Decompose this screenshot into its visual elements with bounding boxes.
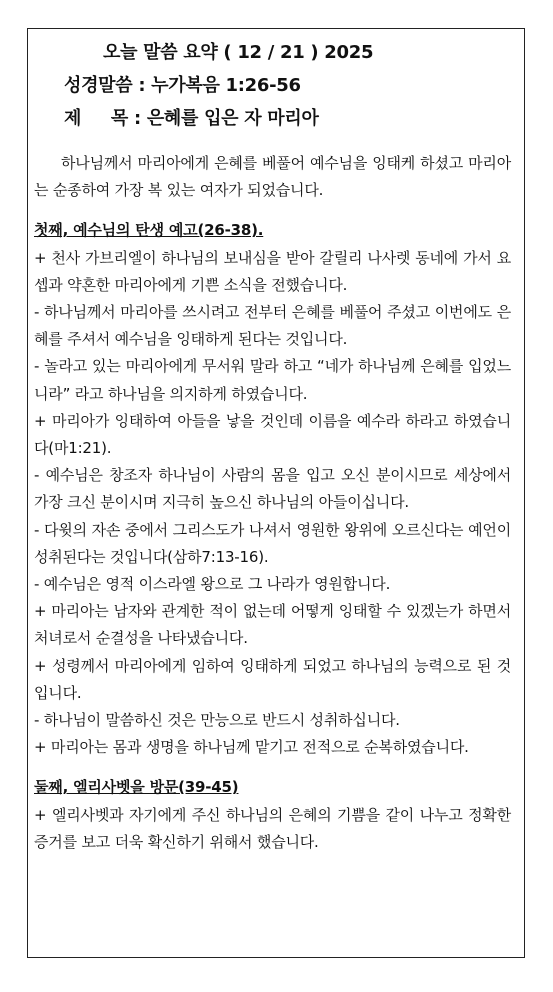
list-item: + 마리아는 몸과 생명을 하나님께 맡기고 전적으로 순복하였습니다. xyxy=(34,738,469,757)
scripture-reference: 성경말씀 : 누가복음 1:26-56 xyxy=(64,75,301,96)
page-title: 오늘 말씀 요약 ( 12 / 21 ) 2025 xyxy=(103,42,374,63)
summary-body xyxy=(34,150,511,856)
list-item: + 천사 가브리엘이 하나님의 보내심을 받아 갈릴리 나사렛 동네에 가서 요셉과 약혼한 마리아에게 기쁜 소식을 전했습니다. xyxy=(34,248,511,294)
list-item: - 하나님이 말씀하신 것은 만능으로 반드시 성취하십니다. xyxy=(34,711,400,730)
list-item: - 하나님께서 마리아를 쓰시려고 전부터 은혜를 베풀어 주셨고 이번에도 은혜를 주셔서 예수님을 잉태하게 된다는 것입니다. xyxy=(34,303,511,349)
section-heading: 첫째, 예수님의 탄생 예고(26-38). xyxy=(34,221,264,240)
list-item: - 놀라고 있는 마리아에게 무서워 말라 하고 “네가 하나님께 은혜를 입었느니라” 라고 하나님을 의지하게 하였습니다. xyxy=(34,357,511,403)
list-item: + 마리아가 잉태하여 아들을 낳을 것인데 이름을 예수라 하라고 하였습니다(마1:21). xyxy=(34,411,511,458)
list-item: + 성령께서 마리아에게 임하여 잉태하게 되었고 하나님의 능력으로 된 것입니다. xyxy=(34,656,511,702)
list-item: - 다윗의 자손 중에서 그리스도가 나셔서 영원한 왕위에 오르신다는 예언이 성취된다는 것입니다(삼하7:13-16). xyxy=(34,520,511,566)
list-item: + 엘리사벳과 자기에게 주신 하나님의 은혜의 기쁨을 같이 나누고 정확한 증거를 보고 더욱 확신하기 위해서 했습니다. xyxy=(34,805,511,851)
intro-paragraph: 하나님께서 마리아에게 은혜를 베풀어 예수님을 잉태케 하셨고 마리아는 순종하여 가장 복 있는 여자가 되었습니다. xyxy=(34,154,511,200)
list-item: - 예수님은 영적 이스라엘 왕으로 그 나라가 영원합니다. xyxy=(34,575,391,594)
list-item: - 예수님은 창조자 하나님이 사람의 몸을 입고 오신 분이시므로 세상에서 가장 크신 분이시며 지극히 높으신 하나님의 아들이십니다. xyxy=(34,466,511,512)
section-heading: 둘째, 엘리사벳을 방문(39-45) xyxy=(34,778,239,797)
list-item: + 마리아는 남자와 관계한 적이 없는데 어떻게 잉태할 수 있겠는가 하면서 처녀로서 순결성을 나타냈습니다. xyxy=(34,602,511,648)
sermon-subject: 제 목 : 은혜를 입은 자 마리아 xyxy=(64,108,319,129)
